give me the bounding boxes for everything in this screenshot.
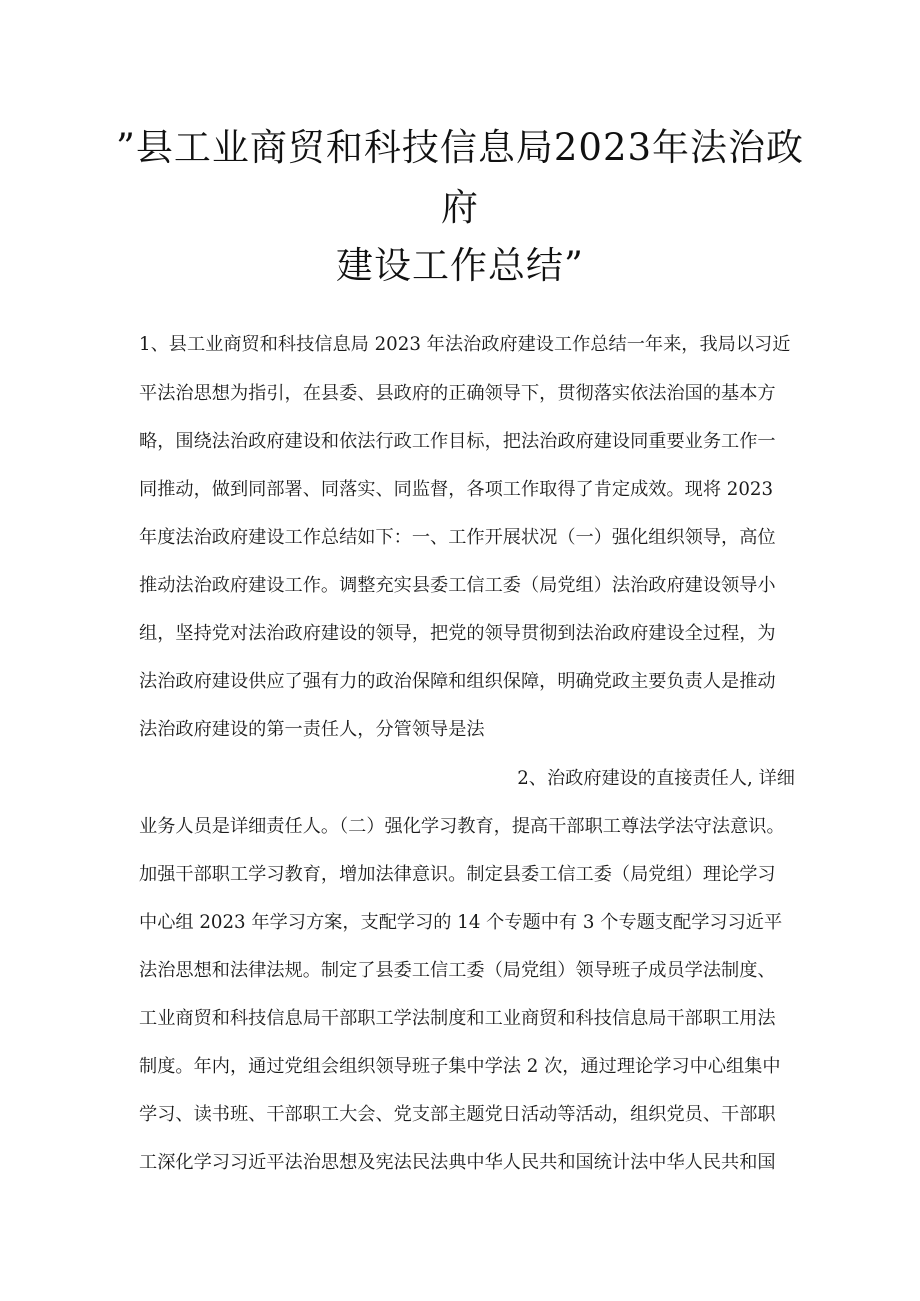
section1-line: 推动法治政府建设工作。调整充实县委工信工委（局党组）法治政府建设领导小 [139, 575, 776, 596]
section1-line: 平法治思想为指引，在县委、县政府的正确领导下，贯彻落实依法治国的基本方 [139, 383, 776, 404]
section1-line: 年度法治政府建设工作总结如下：一、工作开展状况（一）强化组织领导，高位 [139, 527, 776, 548]
section1-line: 略，围绕法治政府建设和依法行政工作目标，把法治政府建设同重要业务工作一 [139, 431, 776, 452]
section1-line: 法治政府建设的第一责任人，分管领导是法 [139, 719, 485, 740]
section1-line: 法治政府建设供应了强有力的政治保障和组织保障，明确党政主要负责人是推动 [139, 671, 776, 692]
section1-line: 组，坚持党对法治政府建设的领导，把党的领导贯彻到法治政府建设全过程，为 [139, 623, 776, 644]
section2-line: 学习、读书班、干部职工大会、党支部主题党日活动等活动，组织党员、干部职 [139, 1104, 776, 1125]
document-title-line-3: 建设工作总结” [336, 244, 584, 287]
section2-line: 工深化学习习近平法治思想及宪法民法典中华人民共和国统计法中华人民共和国 [139, 1152, 776, 1173]
section2-line: 加强干部职工学习教育，增加法律意识。制定县委工信工委（局党组）理论学习 [139, 864, 776, 885]
section1-line: 同推动，做到同部署、同落实、同监督，各项工作取得了肯定成效。现将 2023 [139, 479, 774, 500]
document-title-line-2: 府 [441, 186, 479, 229]
section2-line: 中心组 2023 年学习方案，支配学习的 14 个专题中有 3 个专题支配学习习近平 [139, 912, 783, 933]
section1-line: 1、县工业商贸和科技信息局 2023 年法治政府建设工作总结一年来，我局以习近 [139, 334, 791, 355]
section2-line: 制度。年内，通过党组会组织领导班子集中学法 2 次，通过理论学习中心组集中 [139, 1056, 781, 1077]
section2-line: 法治思想和法律法规。制定了县委工信工委（局党组）领导班子成员学法制度、 [139, 960, 776, 981]
section2-line: 业务人员是详细责任人。（二）强化学习教育，提高干部职工尊法学法守法意识。 [139, 816, 785, 837]
section2-first-line: 2、治政府建设的直接责任人, 详细 [517, 768, 795, 789]
section2-line: 工业商贸和科技信息局干部职工学法制度和工业商贸和科技信息局干部职工用法 [139, 1008, 776, 1029]
document-title-line-1: ”县工业商贸和科技信息局2023年法治政 [115, 126, 805, 169]
